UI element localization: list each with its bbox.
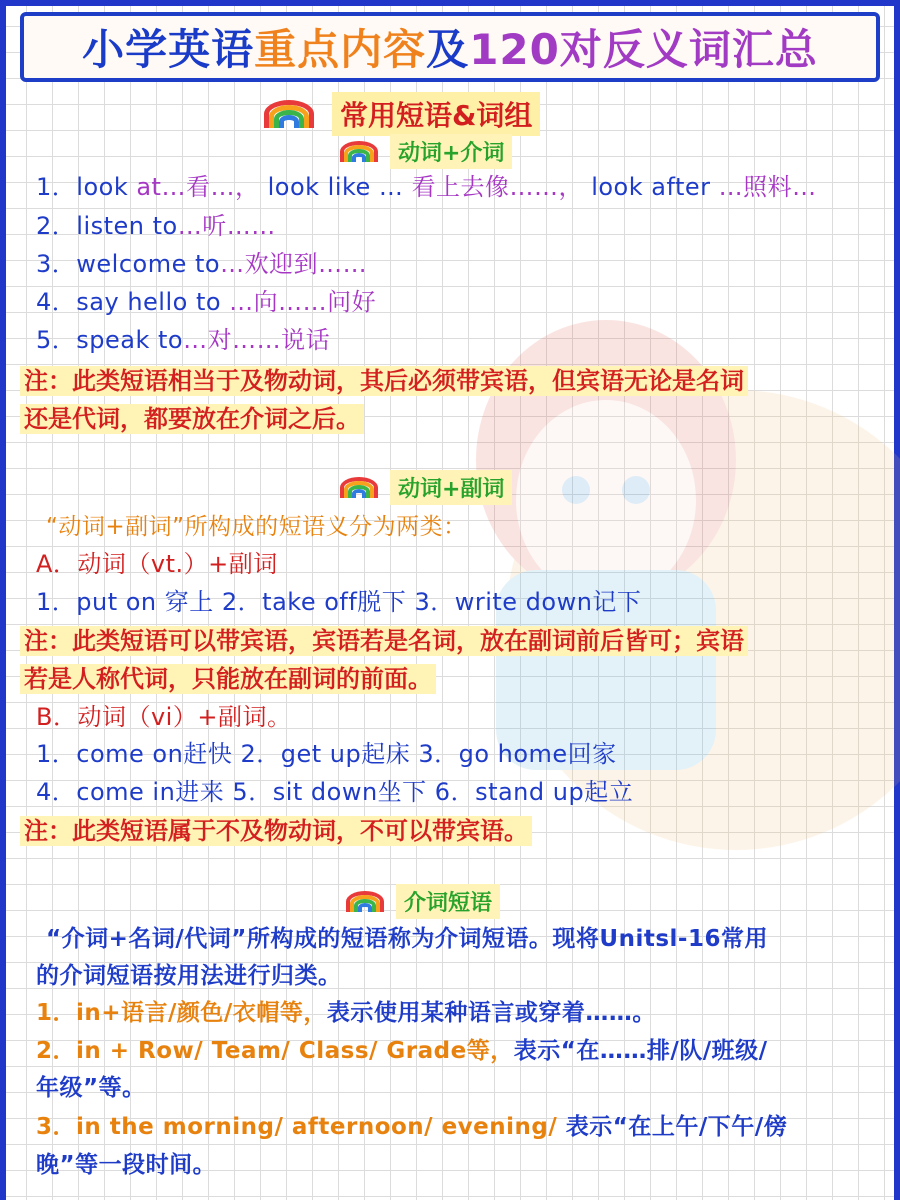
sub2-note-a — [20, 622, 748, 698]
line-number: 5． — [36, 326, 77, 354]
title-part-3: 及 — [426, 25, 470, 74]
item-phrase: 1．in+语言/颜色/衣帽等， — [36, 1000, 327, 1026]
note-line: 还是代词，都要放在介词之后。 — [20, 404, 364, 434]
sub3-intro-2: 的介词短语按用法进行归类。 — [36, 963, 342, 989]
title-part-4: 120对反义词汇总 — [469, 25, 818, 74]
meaning: …照料… — [718, 173, 817, 201]
sub2-line-a: 1．put on 穿上 2．take off脱下 3．write down记下 — [36, 588, 642, 616]
meaning: at…看…， — [136, 173, 260, 201]
note-line: 若是人称代词，只能放在副词的前面。 — [20, 664, 436, 694]
sub3-heading — [346, 884, 500, 919]
phrase: listen to — [76, 212, 178, 240]
sub2-intro: “动词+副词”所构成的短语义分为两类： — [46, 514, 467, 540]
phrase: speak to — [76, 326, 184, 354]
sub1-line-4 — [36, 285, 376, 319]
section-main-label: 常用短语&词组 — [332, 92, 540, 136]
meaning: …向……问好 — [229, 288, 377, 316]
sub2-note-b — [20, 812, 532, 850]
sub1-label: 动词+介词 — [390, 134, 512, 169]
phrase: welcome to — [76, 250, 221, 278]
sub2-heading — [340, 470, 512, 505]
rainbow-icon — [340, 141, 378, 162]
top-border — [6, 0, 894, 6]
item-meaning: 表示“在上午/下午/傍 — [565, 1114, 788, 1140]
sub2-type-a: A．动词（vt.）+副词 — [36, 550, 278, 578]
meaning: …听…… — [177, 212, 276, 240]
sub3-item-3 — [36, 1110, 787, 1144]
sub3-item-3-cont: 晚”等一段时间。 — [36, 1152, 217, 1178]
meaning: …对……说话 — [183, 326, 331, 354]
title-part-1: 小学英语 — [82, 25, 255, 74]
sub2-line-b2: 4．come in进来 5．sit down坐下 6．stand up起立 — [36, 778, 634, 806]
line-number: 2． — [36, 212, 77, 240]
sub3-intro-1: “介词+名词/代词”所构成的短语称为介词短语。现将Unitsl-16常用 — [46, 926, 768, 952]
sub3-item-1 — [36, 996, 656, 1030]
item-meaning: 表示“在……排/队/班级/ — [513, 1038, 768, 1064]
page-title — [20, 12, 880, 82]
item-meaning: 表示使用某种语言或穿着……。 — [326, 1000, 656, 1026]
sub2-label: 动词+副词 — [390, 470, 512, 505]
phrase: look like … — [259, 173, 412, 201]
item-phrase: 3．in the morning/ afternoon/ evening/ — [36, 1114, 566, 1140]
note-line: 注：此类短语相当于及物动词，其后必须带宾语，但宾语无论是名词 — [20, 366, 748, 396]
line-number: 4． — [36, 288, 77, 316]
sub1-line-2 — [36, 209, 276, 243]
section-main-heading — [264, 92, 540, 136]
line-number: 1． — [36, 173, 77, 201]
note-line: 注：此类短语属于不及物动词，不可以带宾语。 — [20, 816, 532, 846]
rainbow-icon — [340, 477, 378, 498]
meaning: 看上去像……， — [411, 173, 584, 201]
rainbow-icon — [264, 100, 314, 128]
sub1-line-5 — [36, 323, 330, 357]
sub1-note — [20, 362, 748, 438]
rainbow-icon — [346, 891, 384, 912]
sub2-type-b: B．动词（vi）+副词。 — [36, 703, 292, 731]
phrase: say hello to — [76, 288, 230, 316]
phrase: look after — [583, 173, 719, 201]
line-number: 3． — [36, 250, 77, 278]
sub3-item-2-cont: 年级”等。 — [36, 1075, 146, 1101]
sub2-line-b1: 1．come on赶快 2．get up起床 3．go home回家 — [36, 740, 617, 768]
sub3-label: 介词短语 — [396, 884, 500, 919]
phrase: look — [76, 173, 137, 201]
title-part-2: 重点内容 — [254, 25, 427, 74]
note-line: 注：此类短语可以带宾语，宾语若是名词，放在副词前后皆可；宾语 — [20, 626, 748, 656]
sub1-line-3 — [36, 247, 367, 281]
meaning: …欢迎到…… — [220, 250, 368, 278]
sub1-heading — [340, 134, 512, 169]
sub3-item-2 — [36, 1034, 768, 1068]
sub1-line-1 — [36, 170, 817, 204]
item-phrase: 2．in + Row/ Team/ Class/ Grade等， — [36, 1038, 514, 1064]
